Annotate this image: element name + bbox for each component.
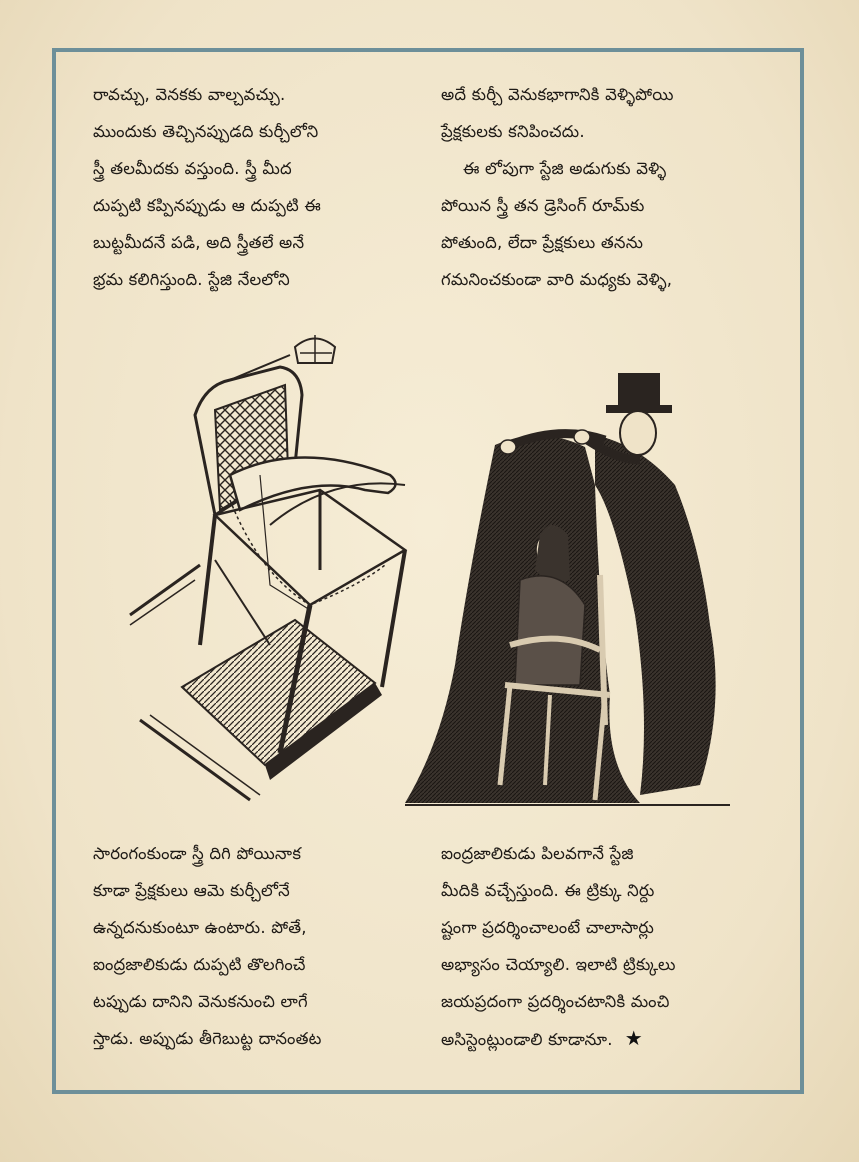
text-column-top-left — [93, 76, 433, 298]
text-line: ష్టంగా ప్రదర్శించాలంటే చాలాసార్లు — [441, 918, 655, 937]
text-line: ఈ లోపుగా స్టేజి అడుగుకు వెళ్ళి — [463, 159, 667, 178]
text-column-top-right — [441, 76, 781, 298]
text-column-bottom-left — [93, 835, 433, 1057]
text-line: ఉన్నదనుకుంటూ ఉంటారు. పోతే, — [93, 918, 307, 937]
text-line: బుట్టమీదనే పడి, అది స్త్రీతలే అనే — [93, 233, 305, 252]
text-line: అభ్యాసం చెయ్యాలి. ఇలాటి ట్రిక్కులు — [441, 955, 676, 974]
text-line — [441, 1020, 781, 1058]
text-line-end: అసిస్టెంట్లుండాలి కూడానూ. — [441, 1030, 613, 1049]
star-end-mark-icon: ★ — [624, 1026, 643, 1050]
text-line: రావచ్చు, వెనకకు వాల్చవచ్చు. — [93, 85, 286, 104]
text-line: అదే కుర్చీ వెనుకభాగానికి వెళ్ళిపోయి — [441, 85, 674, 104]
text-line: ఐంద్రజాలికుడు పిలవగానే స్టేజి — [441, 844, 634, 863]
text-line: దుప్పటి కప్పినప్పుడు ఆ దుప్పటి ఈ — [93, 196, 321, 215]
text-line: గమనించకుండా వారి మధ్యకు వెళ్ళి, — [441, 270, 673, 289]
text-line: మీదికి వచ్చేస్తుంది. ఈ ట్రిక్కు నిర్దు — [441, 881, 655, 900]
text-line: పోతుంది, లేదా ప్రేక్షకులు తనను — [441, 233, 644, 252]
text-line: ఐంద్రజాలికుడు దుప్పటి తొలగించే — [93, 955, 306, 974]
text-line: జయప్రదంగా ప్రదర్శించటానికి మంచి — [441, 992, 670, 1011]
text-line: కూడా ప్రేక్షకులు ఆమె కుర్చీలోనే — [93, 881, 290, 900]
magician-illustration — [400, 365, 750, 815]
text-line: ప్రేక్షకులకు కనిపించదు. — [441, 122, 585, 141]
text-line: సారంగంకుండా స్త్రీ దిగి పోయినాక — [93, 844, 302, 863]
text-column-bottom-right — [441, 835, 781, 1058]
text-line: స్త్రీ తలమీదకు వస్తుంది. స్త్రీ మీద — [93, 159, 292, 178]
text-line: పోయిన స్త్రీ తన డ్రెసింగ్ రూమ్‌కు — [441, 196, 645, 215]
trick-chair-illustration — [120, 325, 420, 805]
text-line: స్తాడు. అప్పుడు తీగెబుట్ట దానంతట — [93, 1029, 322, 1048]
text-line: టప్పుడు దానిని వెనుకనుంచి లాగే — [93, 992, 308, 1011]
text-line: భ్రమ కలిగిస్తుంది. స్టేజి నేలలోని — [93, 270, 290, 289]
text-line: ముందుకు తెచ్చినప్పుడది కుర్చీలోని — [93, 122, 319, 141]
